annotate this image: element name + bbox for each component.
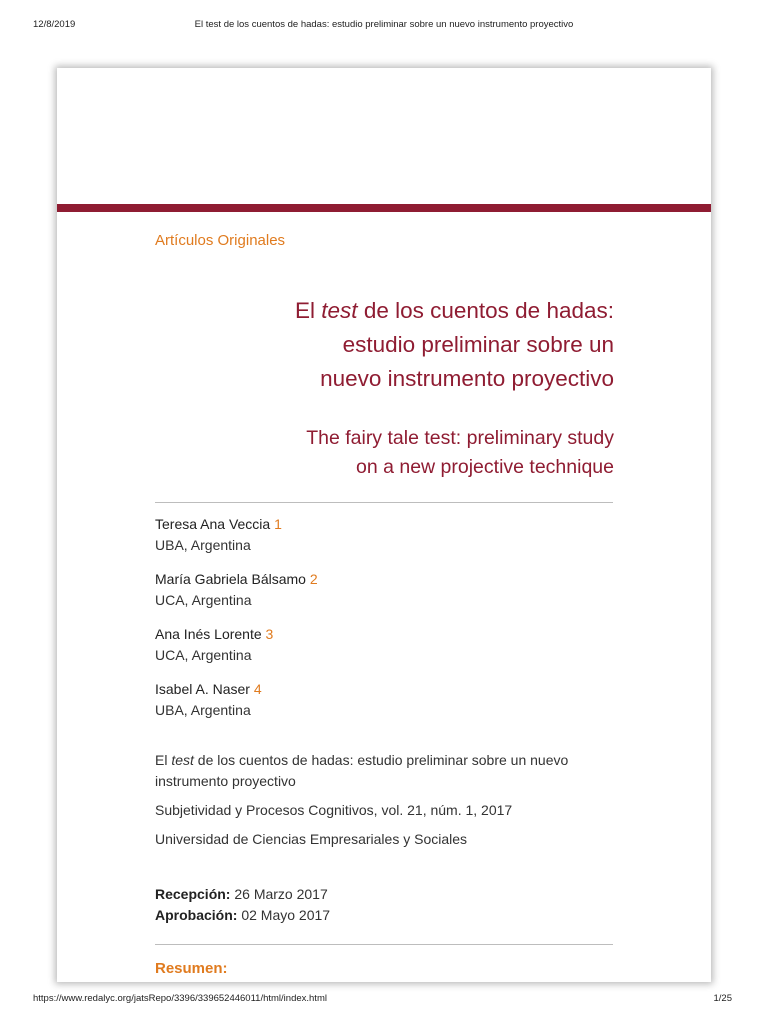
approved-label: Aprobación: bbox=[155, 907, 238, 923]
author-affiliation: UCA, Argentina bbox=[155, 592, 252, 608]
title-es-line-2: estudio preliminar sobre un bbox=[342, 332, 614, 357]
author-note-link[interactable]: 4 bbox=[253, 681, 262, 697]
received-label: Recepción: bbox=[155, 886, 231, 902]
dates-block bbox=[155, 884, 595, 926]
print-page-number: 1/25 bbox=[713, 993, 732, 1004]
received-date bbox=[155, 884, 595, 905]
title-en-line-2: on a new projective technique bbox=[355, 456, 614, 478]
header-accent-bar bbox=[57, 204, 711, 212]
divider-top bbox=[155, 502, 613, 503]
author-entry bbox=[155, 624, 615, 666]
author-note-link[interactable]: 3 bbox=[265, 626, 274, 642]
citation-title: El test de los cuentos de hadas: estudio preliminar sobre un nuevo instrumento proyectivo bbox=[155, 752, 569, 789]
citation-journal: Subjetividad y Procesos Cognitivos, vol. 21, núm. 1, 2017 bbox=[155, 802, 513, 818]
section-label: Artículos Originales bbox=[155, 232, 286, 249]
author-note-link[interactable]: 1 bbox=[274, 516, 282, 532]
citation-title-italic: test bbox=[171, 752, 194, 768]
abstract-heading: Resumen: bbox=[155, 960, 228, 977]
author-entry bbox=[155, 569, 615, 611]
title-es-line-1: El test de los cuentos de hadas: bbox=[295, 298, 614, 323]
print-footer bbox=[0, 990, 768, 1024]
print-date: 12/8/2019 bbox=[33, 19, 76, 30]
citation-block bbox=[155, 750, 595, 858]
author-affiliation: UBA, Argentina bbox=[155, 537, 251, 553]
received-value: 26 Marzo 2017 bbox=[230, 886, 328, 902]
citation-publisher: Universidad de Ciencias Empresariales y Sociales bbox=[155, 831, 468, 847]
article-title-english bbox=[174, 424, 614, 482]
approved-value: 02 Mayo 2017 bbox=[237, 907, 331, 923]
print-header bbox=[0, 0, 768, 40]
author-note-link[interactable]: 2 bbox=[309, 571, 318, 587]
author-list bbox=[155, 514, 615, 734]
article-title-spanish bbox=[174, 294, 614, 396]
print-url: https://www.redalyc.org/jatsRepo/3396/339652446011/html/index.html bbox=[33, 993, 327, 1004]
print-page-title: El test de los cuentos de hadas: estudio preliminar sobre un nuevo instrumento proyectivo bbox=[194, 19, 574, 30]
author-entry bbox=[155, 679, 615, 721]
divider-bottom bbox=[155, 944, 613, 945]
author-name: María Gabriela Bálsamo bbox=[155, 571, 306, 587]
author-name: Ana Inés Lorente bbox=[155, 626, 262, 642]
title-en-line-1: The fairy tale test: preliminary study bbox=[306, 427, 614, 449]
author-entry bbox=[155, 514, 615, 556]
author-affiliation: UBA, Argentina bbox=[155, 702, 251, 718]
author-name: Teresa Ana Veccia bbox=[155, 516, 271, 532]
approved-date bbox=[155, 905, 595, 926]
author-name: Isabel A. Naser bbox=[155, 681, 250, 697]
author-affiliation: UCA, Argentina bbox=[155, 647, 252, 663]
article-page bbox=[57, 68, 711, 982]
title-es-italic: test bbox=[321, 298, 358, 323]
title-es-line-3: nuevo instrumento proyectivo bbox=[320, 366, 614, 391]
